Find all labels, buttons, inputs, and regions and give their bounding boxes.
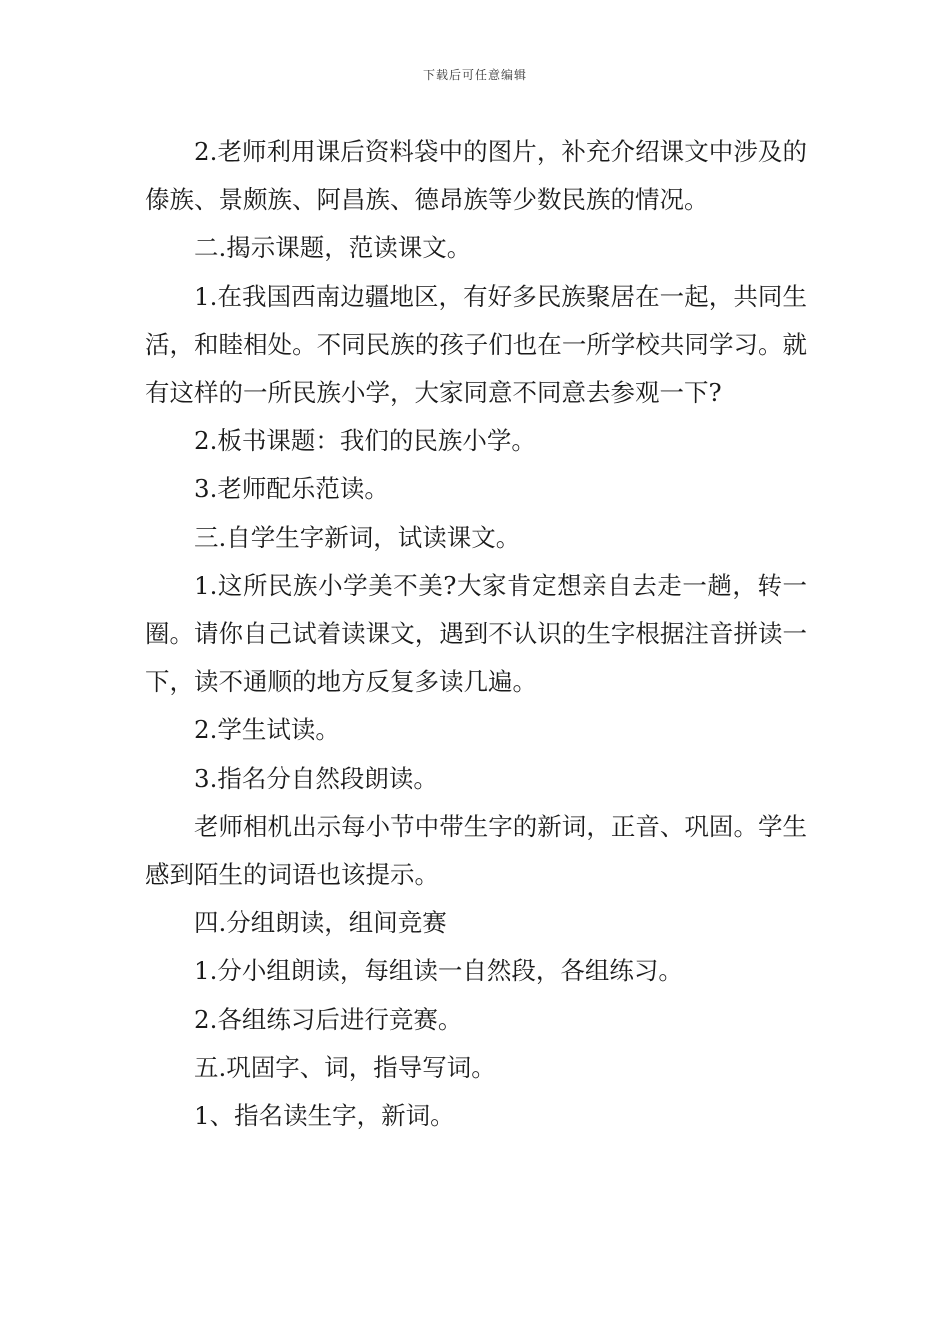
paragraph: 2.老师利用课后资料袋中的图片，补充介绍课文中涉及的傣族、景颇族、阿昌族、德昂族等少数民族的情况。 bbox=[145, 137, 807, 215]
section-heading: 五.巩固字、词，指导写词。 bbox=[194, 1052, 496, 1082]
paragraph: 3.老师配乐范读。 bbox=[194, 474, 389, 504]
paragraph: 3.指名分自然段朗读。 bbox=[194, 763, 438, 793]
paragraph: 1.分小组朗读，每组读一自然段，各组练习。 bbox=[194, 956, 683, 986]
paragraph: 2.学生试读。 bbox=[194, 715, 340, 745]
paragraph: 2.板书课题：我们的民族小学。 bbox=[194, 426, 536, 456]
section-heading: 四.分组朗读，组间竞赛 bbox=[194, 908, 447, 938]
page-header: 下载后可任意编辑 bbox=[422, 68, 527, 82]
document-body bbox=[145, 128, 807, 1140]
paragraph: 老师相机出示每小节中带生字的新词，正音、巩固。学生感到陌生的词语也该提示。 bbox=[145, 811, 807, 890]
section-heading: 二.揭示课题，范读课文。 bbox=[194, 233, 472, 263]
paragraph: 2.各组练习后进行竞赛。 bbox=[194, 1004, 463, 1034]
paragraph: 1.这所民族小学美不美?大家肯定想亲自去走一趟，转一圈。请你自己试着读课文，遇到不认识的生字根据注音拼读一下，读不通顺的地方反复多读几遍。 bbox=[145, 570, 807, 697]
paragraph: 1、指名读生字，新词。 bbox=[194, 1101, 455, 1131]
paragraph: 1.在我国西南边疆地区，有好多民族聚居在一起，共同生活，和睦相处。不同民族的孩子们也在一所学校共同学习。就有这样的一所民族小学，大家同意不同意去参观一下? bbox=[145, 281, 807, 408]
section-heading: 三.自学生字新词，试读课文。 bbox=[194, 522, 521, 552]
